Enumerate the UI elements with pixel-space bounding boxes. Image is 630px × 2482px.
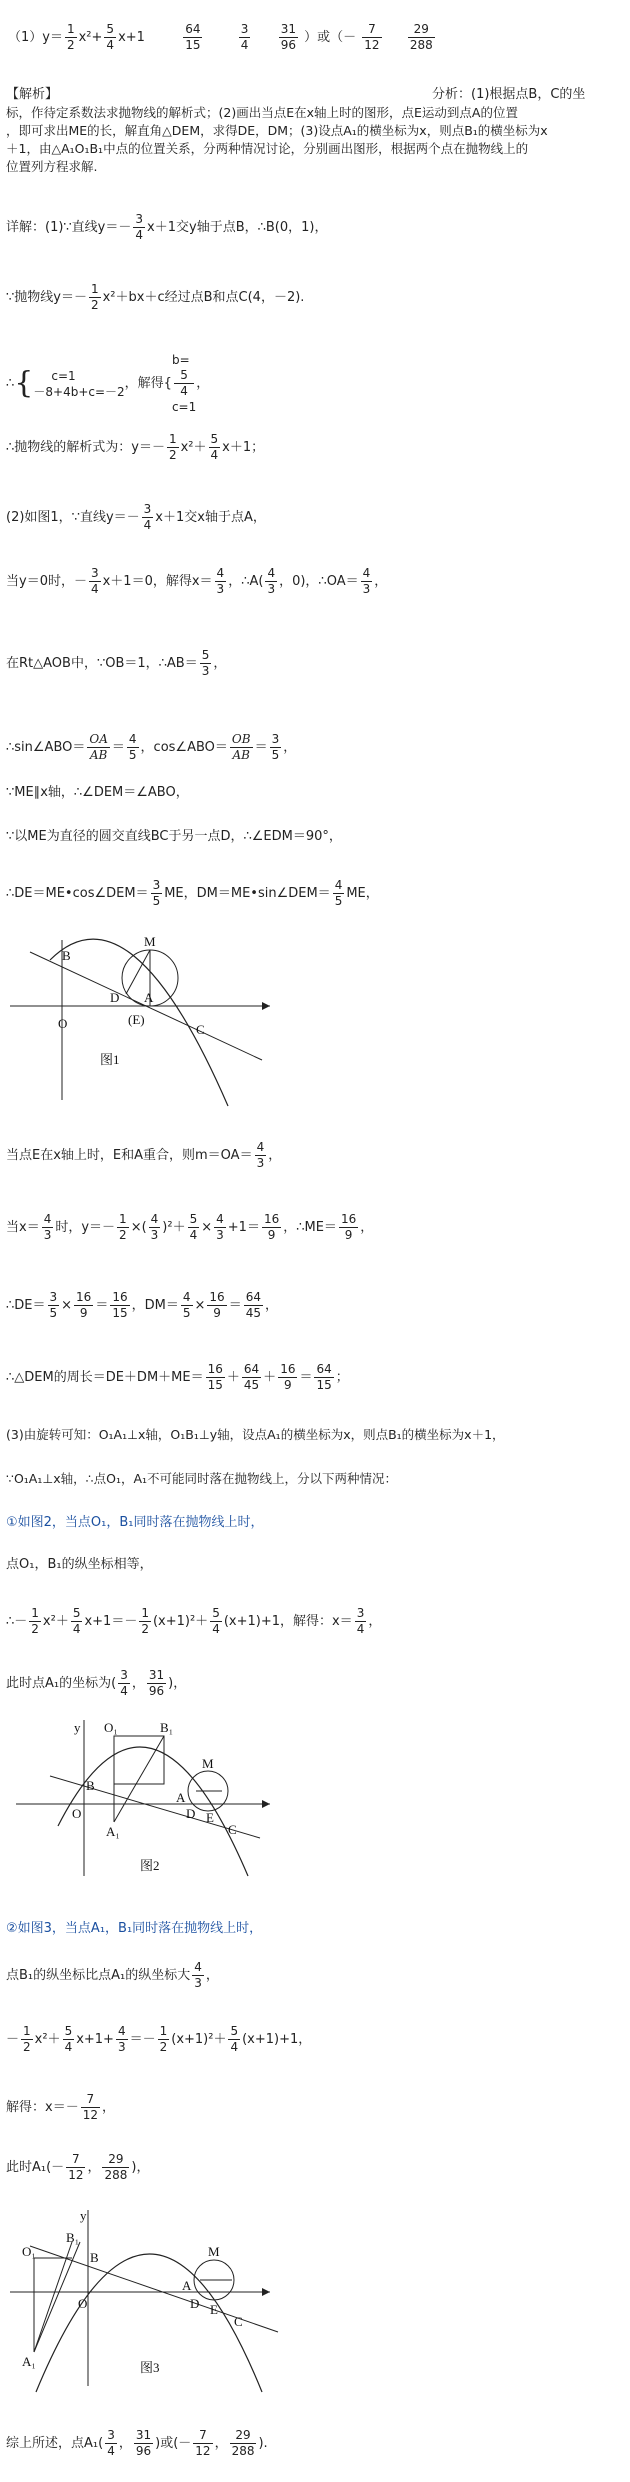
step-line: 点B₁的纵坐标比点A₁的纵坐标大 $\frac{4}{3}$ ， xyxy=(6,1960,219,1990)
svg-text:A: A xyxy=(144,990,154,1005)
svg-text:A: A xyxy=(176,1790,186,1805)
step-line: 此时点A₁的坐标为( $\frac{3}{4}$ ， $\frac{31}{96}$ )， xyxy=(6,1668,187,1698)
step-line: ∴抛物线的解析式为：y＝－ $\frac{1}{2}$ x²＋ $\frac{5}{4}$ x＋1； xyxy=(6,432,265,462)
svg-text:B₁: B₁ xyxy=(66,2230,80,2245)
svg-text:M: M xyxy=(202,1756,214,1771)
svg-text:D: D xyxy=(186,1806,196,1821)
step-line: 点O₁，B₁的纵坐标相等， xyxy=(6,1557,153,1572)
step-line: ①如图2，当点O₁，B₁同时落在抛物线上时， xyxy=(6,1515,264,1530)
figure-2 xyxy=(0,1706,290,1886)
step-line: － $\frac{1}{2}$ x²＋ $\frac{5}{4}$ x+1+ $\frac{4}{3}$ ＝－ $\frac{1}{2}$ (x+1)²＋ $\frac{5}{4}$ (x+1)+1， xyxy=(6,2024,312,2054)
analysis-right: 分析：(1)根据点B，C的坐 xyxy=(432,87,586,102)
svg-text:E: E xyxy=(210,2302,218,2317)
figure-3 xyxy=(0,2196,290,2396)
svg-text:D: D xyxy=(190,2296,200,2311)
figure-1 xyxy=(0,930,290,1110)
svg-text:M: M xyxy=(208,2244,220,2259)
step-line: 此时A₁(－ $\frac{7}{12}$ ， $\frac{29}{288}$ )， xyxy=(6,2152,150,2182)
svg-text:B: B xyxy=(86,1778,95,1793)
analysis-label: 【解析】 xyxy=(6,87,59,102)
svg-text:(E): (E) xyxy=(128,1012,145,1027)
step-line: ∴△DEM的周长＝DE＋DM＋ME＝ $\frac{16}{15}$ ＋ $\frac{64}{45}$ ＋ $\frac{16}{9}$ ＝ $\frac{64}{15}$ ； xyxy=(6,1362,349,1392)
svg-text:C: C xyxy=(196,1022,205,1037)
svg-text:A: A xyxy=(182,2278,192,2293)
figure-caption: 图2 xyxy=(140,1858,160,1873)
svg-text:B: B xyxy=(90,2250,99,2265)
analysis-line: ，即可求出ME的长，解直角△DEM，求得DE，DM；(3)设点A₁的横坐标为x，则点B₁的横坐标为x xyxy=(6,123,548,138)
step-line: ∵以ME为直径的圆交直线BC于另一点D，∴∠EDM＝90°， xyxy=(6,829,342,844)
svg-text:A₁: A₁ xyxy=(106,1824,120,1839)
step-line: ∵O₁A₁⊥x轴，∴点O₁，A₁不可能同时落在抛物线上，分以下两种情况： xyxy=(6,1471,398,1486)
svg-text:O: O xyxy=(78,2296,88,2311)
analysis-line: ＋1，由△A₁O₁B₁中点的位置关系，分两种情况讨论，分别画出图形，根据两个点在抛物线上的 xyxy=(6,141,529,156)
svg-text:M: M xyxy=(144,934,156,949)
fraction: $\frac{64}{15}$ xyxy=(185,22,201,52)
svg-text:O₁: O₁ xyxy=(22,2244,36,2259)
svg-text:B: B xyxy=(62,948,71,963)
step-line: ∵抛物线y＝－ $\frac{1}{2}$ x²＋bx＋c经过点B和点C(4，－2). xyxy=(6,282,305,312)
step-line: ∵ME∥x轴，∴∠DEM＝∠ABO， xyxy=(6,785,189,800)
step-line: ∴sin∠ABO＝ $\frac{OA}{AB}$ ＝ $\frac{4}{5}$ ，cos∠ABO＝ $\frac{OB}{AB}$ ＝ $\frac{3}{5}$ ， xyxy=(6,732,297,762)
svg-text:y: y xyxy=(74,1720,81,1735)
fraction: $\frac{1}{2}$ xyxy=(66,22,75,52)
step-line: (3)由旋转可知：O₁A₁⊥x轴，O₁B₁⊥y轴，设点A₁的横坐标为x，则点B₁的横坐标为x＋1， xyxy=(6,1427,505,1442)
figure-caption: 图1 xyxy=(100,1052,120,1067)
svg-text:C: C xyxy=(234,2314,243,2329)
svg-text:y: y xyxy=(80,2208,87,2223)
svg-text:D: D xyxy=(110,990,120,1005)
step-line: 在Rt△AOB中，∵OB＝1，∴AB＝ $\frac{5}{3}$ ， xyxy=(6,648,227,678)
svg-text:O: O xyxy=(58,1016,68,1031)
svg-text:E: E xyxy=(206,1810,214,1825)
step-line: 当x＝ $\frac{4}{3}$ 时，y＝－ $\frac{1}{2}$ ×( $\frac{4}{3}$ )²＋ $\frac{5}{4}$ × $\frac{4}{3}$ +1＝ $\frac{16}{9}$ ，∴ME＝ $\frac{16}{9}$ ， xyxy=(6,1212,374,1242)
fraction: $\frac{5}{4}$ xyxy=(106,22,115,52)
svg-text:B₁: B₁ xyxy=(160,1720,174,1735)
svg-text:C: C xyxy=(228,1822,237,1837)
step-line: ∴－ $\frac{1}{2}$ x²＋ $\frac{5}{4}$ x+1＝－ $\frac{1}{2}$ (x+1)²＋ $\frac{5}{4}$ (x+1)+1，解得：x＝ $\frac{3}{4}$ ， xyxy=(6,1606,382,1636)
step-line: ∴DE＝ $\frac{3}{5}$ × $\frac{16}{9}$ ＝ $\frac{16}{15}$ ，DM＝ $\frac{4}{5}$ × $\frac{16}{9}$ ＝ $\frac{64}{45}$ ， xyxy=(6,1290,278,1320)
analysis-line: 标，作待定系数法求抛物线的解析式；(2)画出当点E在x轴上时的图形，点E运动到点A的位置 xyxy=(6,105,518,120)
conclusion-line: 综上所述，点A₁( $\frac{3}{4}$ ， $\frac{31}{96}$ )或(－ $\frac{7}{12}$ ， $\frac{29}{288}$ ). xyxy=(6,2428,268,2458)
step-line: 当点E在x轴上时，E和A重合，则m＝OA＝ $\frac{4}{3}$ ， xyxy=(6,1140,282,1170)
figure-caption: 图3 xyxy=(140,2360,160,2375)
svg-text:O₁: O₁ xyxy=(104,1720,118,1735)
svg-text:A₁: A₁ xyxy=(22,2354,36,2369)
step-line: (2)如图1，∵直线y＝－ $\frac{3}{4}$ x＋1交x轴于点A， xyxy=(6,502,266,532)
analysis-line: 位置列方程求解. xyxy=(6,159,98,174)
answer-line: （1）y＝ $\frac{1}{2}$ x²+ $\frac{5}{4}$ x+1 $\frac{64}{15}$ $\frac{3}{4}$ $\frac{31}{96}$ ）或（－ $\frac{7}{12}$ $\frac{29}{288}$ xyxy=(8,22,433,52)
step-line: 解得：x＝－ $\frac{7}{12}$ ， xyxy=(6,2092,115,2122)
step-line: ∴{ c=1 －8+4b+c=－2 ，解得{ b= 5 4 c=1 ， xyxy=(6,353,210,414)
step-line: 详解：(1)∵直线y＝－ $\frac{3}{4}$ x＋1交y轴于点B，∴B(0，1)， xyxy=(6,212,328,242)
svg-text:O: O xyxy=(72,1806,82,1821)
step-line: ∴DE＝ME•cos∠DEM＝ $\frac{3}{5}$ ME，DM＝ME•sin∠DEM＝ $\frac{4}{5}$ ME， xyxy=(6,878,379,908)
step-line: ②如图3，当点A₁，B₁同时落在抛物线上时， xyxy=(6,1921,263,1936)
step-line: 当y＝0时，－ $\frac{3}{4}$ x＋1＝0，解得x＝ $\frac{4}{3}$ ，∴A( $\frac{4}{3}$ ，0)，∴OA＝ $\frac{4}{3}$ ， xyxy=(6,566,388,596)
